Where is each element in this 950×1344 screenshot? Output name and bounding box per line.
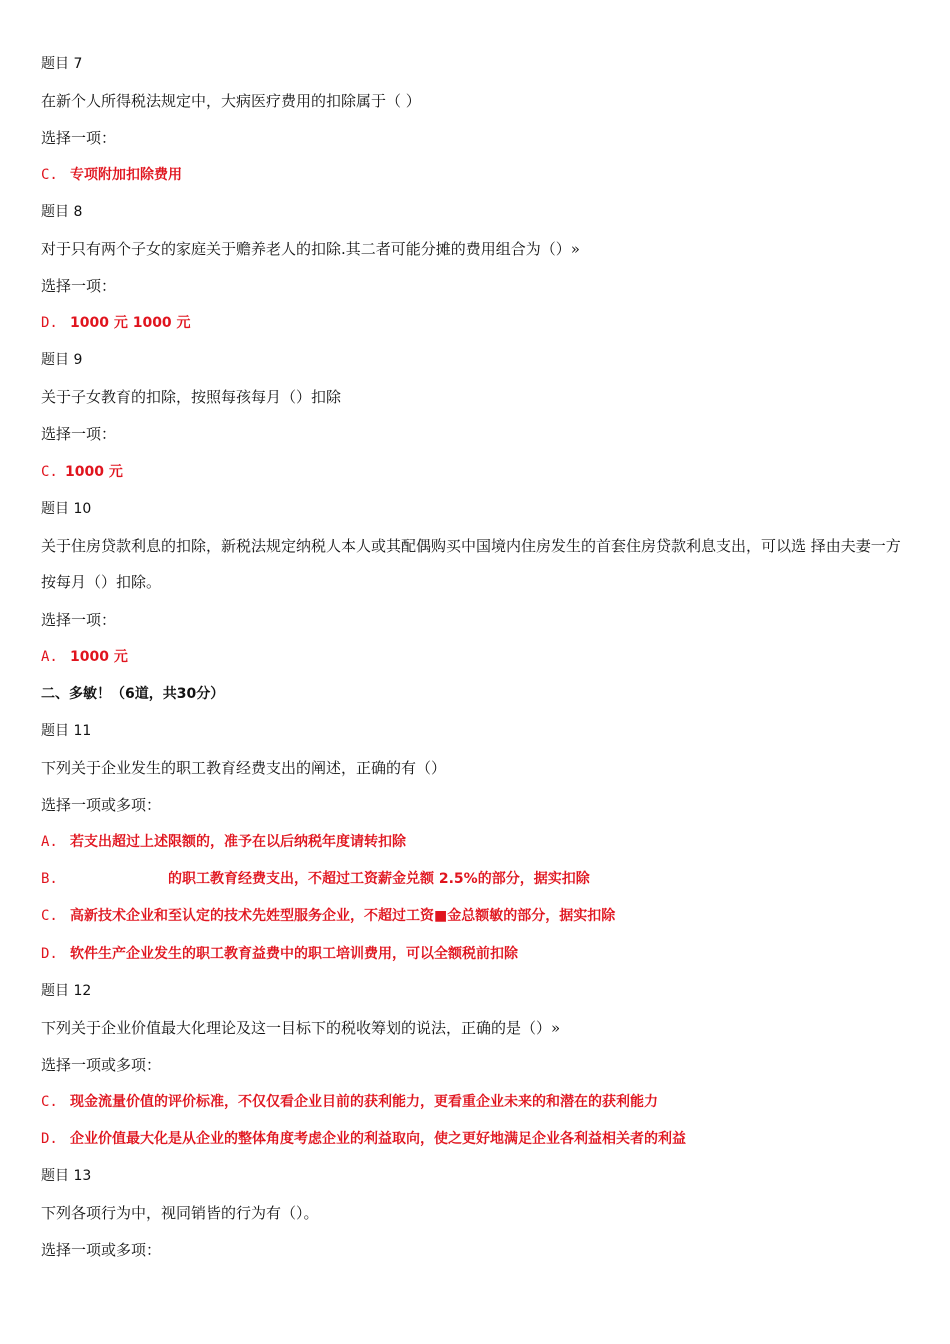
answer-text: 软件生产企业发生的职工教育益费中的职工培训费用，可以全额税前扣除 [70, 946, 518, 962]
question-7-answer-c[interactable] [41, 165, 182, 185]
question-8-prompt: 选择一项： [41, 277, 117, 295]
question-12-answer-d[interactable] [41, 1129, 686, 1149]
answer-text: 现金流量价值的评价标准，不仅仅看企业目前的获利能力，更看重企业未来的和潜在的获利能力 [70, 1094, 658, 1110]
question-7-title: 题目 7 [41, 56, 83, 72]
question-10-text: 关于住房贷款利息的扣除，新税法规定纳税人本人或其配偶购买中国境内住房发生的首套住房贷款利息支出，可以选 择由夫妻一方按每月（）扣除。 [41, 537, 901, 591]
answer-letter: A. [41, 834, 58, 850]
answer-letter: B. [41, 871, 58, 887]
question-9-prompt: 选择一项： [41, 425, 117, 443]
question-11-title: 题目 11 [41, 723, 92, 739]
question-12-answer-c[interactable] [41, 1092, 658, 1112]
answer-letter: D. [41, 946, 58, 962]
question-7-text: 在新个人所得税法规定中，大病医疗费用的扣除属于（ ） [41, 92, 421, 110]
question-11-answer-b[interactable] [41, 869, 590, 889]
question-10-answer-a[interactable] [41, 647, 128, 667]
question-11-answer-c[interactable] [41, 906, 615, 926]
answer-letter: D. [41, 315, 58, 331]
question-9-text: 关于子女教育的扣除，按照每孩每月（）扣除 [41, 388, 342, 406]
question-8-title: 题目 8 [41, 204, 83, 220]
answer-text: 企业价值最大化是从企业的整体角度考虑企业的利益取向，使之更好地满足企业各利益相关者的利益 [70, 1131, 686, 1147]
answer-text: 高新技术企业和至认定的技术先姓型服务企业，不超过工资■金总额敏的部分，据实扣除 [70, 908, 616, 924]
question-12-text: 下列关于企业价值最大化理论及这一目标下的税收筹划的说法，正确的是（）» [41, 1019, 561, 1037]
answer-letter: C. [41, 908, 58, 924]
answer-text: 1000 元 1000 元 [70, 315, 191, 331]
section-heading: 二、多敏！（6道，共30分） [41, 686, 225, 702]
answer-letter: C. [41, 464, 58, 480]
question-8-answer-d[interactable] [41, 313, 191, 333]
question-13-prompt: 选择一项或多项： [41, 1241, 162, 1259]
answer-text: 若支出超过上述限额的，准予在以后纳税年度请转扣除 [70, 834, 406, 850]
question-11-text: 下列关于企业发生的职工教育经费支出的阐述，正确的有（） [41, 759, 447, 777]
answer-text: 的职工教育经费支出，不超过工资薪金兑额 2.5%的部分，据实扣除 [168, 871, 590, 887]
answer-letter: C. [41, 167, 58, 183]
answer-text: 1000 元 [65, 464, 123, 480]
question-9-title: 题目 9 [41, 352, 83, 368]
question-8-text: 对于只有两个子女的家庭关于赡养老人的扣除.其二者可能分摊的费用组合为（）» [41, 240, 580, 258]
question-11-answer-a[interactable] [41, 832, 406, 852]
question-13-text: 下列各项行为中，视同销皆的行为有（）。 [41, 1204, 319, 1222]
question-11-prompt: 选择一项或多项： [41, 796, 162, 814]
question-12-prompt: 选择一项或多项： [41, 1056, 162, 1074]
question-13-title: 题目 13 [41, 1168, 92, 1184]
answer-text: 1000 元 [70, 649, 128, 665]
question-9-answer-c[interactable] [41, 462, 123, 482]
answer-letter: A. [41, 649, 58, 665]
question-10-title: 题目 10 [41, 501, 92, 517]
answer-text: 专项附加扣除费用 [70, 167, 182, 183]
answer-letter: D. [41, 1131, 58, 1147]
question-11-answer-d[interactable] [41, 944, 518, 964]
answer-letter: C. [41, 1094, 58, 1110]
question-12-title: 题目 12 [41, 983, 92, 999]
question-7-prompt: 选择一项： [41, 129, 117, 147]
question-10-prompt: 选择一项： [41, 611, 117, 629]
